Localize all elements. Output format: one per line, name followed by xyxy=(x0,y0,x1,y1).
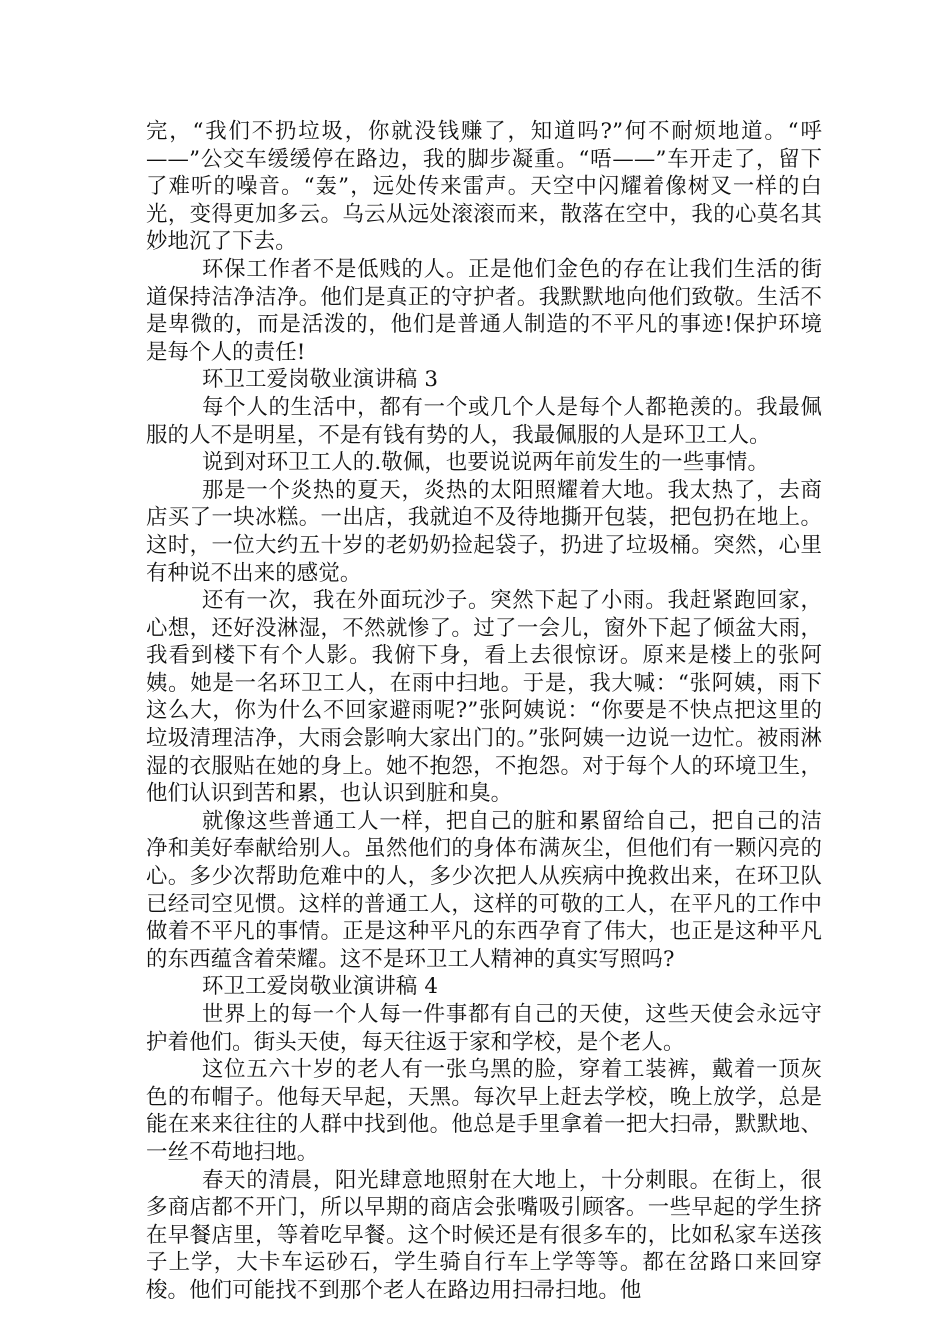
paragraph: 世界上的每一个人每一件事都有自己的天使，这些天使会永远守护着他们。街头天使，每天往返于家和学校，是个老人。 xyxy=(146,1002,822,1055)
section-heading: 环卫工爱岗敬业演讲稿 3 xyxy=(202,367,439,393)
paragraph: 还有一次，我在外面玩沙子。突然下起了小雨。我赶紧跑回家，心想，还好没淋湿，不然就惨了。过了一会儿，窗外下起了倾盆大雨，我看到楼下有个人影。我俯下身，看上去很惊讶。原来是楼上的张阿姨。她是一名环卫工人，在雨中扫地。于是，我大喊：“张阿姨，雨下这么大，你为什么不回家避雨呢?”张阿姨说：“你要是不快点把这里的垃圾清理洁净，大雨会影响大家出门的。”张阿姨一边说一边忙。被雨淋湿的衣服贴在她的身上。她不抱怨，不抱怨。对于每个人的环境卫生，他们认识到苦和累，也认识到脏和臭。 xyxy=(146,588,822,807)
document-body xyxy=(146,118,822,1305)
paragraph: 说到对环卫工人的.敬佩，也要说说两年前发生的一些事情。 xyxy=(202,450,770,476)
paragraph: 春天的清晨，阳光肆意地照射在大地上，十分刺眼。在街上，很多商店都不开门，所以早期的商店会张嘴吸引顾客。一些早起的学生挤在早餐店里，等着吃早餐。这个时候还是有很多车的，比如私家车送孩子上学，大卡车运砂石，学生骑自行车上学等等。都在岔路口来回穿梭。他们可能找不到那个老人在路边用扫帚扫地。他 xyxy=(146,1167,822,1303)
paragraph: 那是一个炎热的夏天，炎热的太阳照耀着大地。我太热了，去商店买了一块冰糕。一出店，我就迫不及待地撕开包装，把包扔在地上。这时，一位大约五十岁的老奶奶捡起袋子，扔进了垃圾桶。突然，心里有种说不出来的感觉。 xyxy=(146,477,822,586)
section-heading: 环卫工爱岗敬业演讲稿 4 xyxy=(202,974,439,1000)
paragraph: 就像这些普通工人一样，把自己的脏和累留给自己，把自己的洁净和美好奉献给别人。虽然他们的身体布满灰尘，但他们有一颗闪亮的心。多少次帮助危难中的人，多少次把人从疾病中挽救出来，在环卫队已经司空见惯。这样的普通工人，这样的可敬的工人，在平凡的工作中做着不平凡的事情。正是这种平凡的东西孕育了伟大，也正是这种平凡的东西蕴含着荣耀。这不是环卫工人精神的真实写照吗? xyxy=(146,808,822,972)
paragraph: 完，“我们不扔垃圾，你就没钱赚了，知道吗?”何不耐烦地道。“呼——”公交车缓缓停在路边，我的脚步凝重。“唔——”车开走了，留下了难听的噪音。“轰”，远处传来雷声。天空中闪耀着像树叉一样的白光，变得更加多云。乌云从远处滚滚而来，散落在空中，我的心莫名其妙地沉了下去。 xyxy=(146,119,822,255)
paragraph: 每个人的生活中，都有一个或几个人是每个人都艳羡的。我最佩服的人不是明星，不是有钱有势的人，我最佩服的人是环卫工人。 xyxy=(146,394,822,448)
paragraph: 环保工作者不是低贱的人。正是他们金色的存在让我们生活的街道保持洁净洁净。他们是真正的守护者。我默默地向他们致敬。生活不是卑微的，而是活泼的，他们是普通人制造的不平凡的事迹!保护环境是每个人的责任! xyxy=(146,256,822,365)
paragraph: 这位五六十岁的老人有一张乌黑的脸，穿着工装裤，戴着一顶灰色的布帽子。他每天早起，天黑。每次早上赶去学校，晚上放学，总是能在来来往往的人群中找到他。他总是手里拿着一把大扫帚，默默地、一丝不苟地扫地。 xyxy=(146,1057,822,1165)
